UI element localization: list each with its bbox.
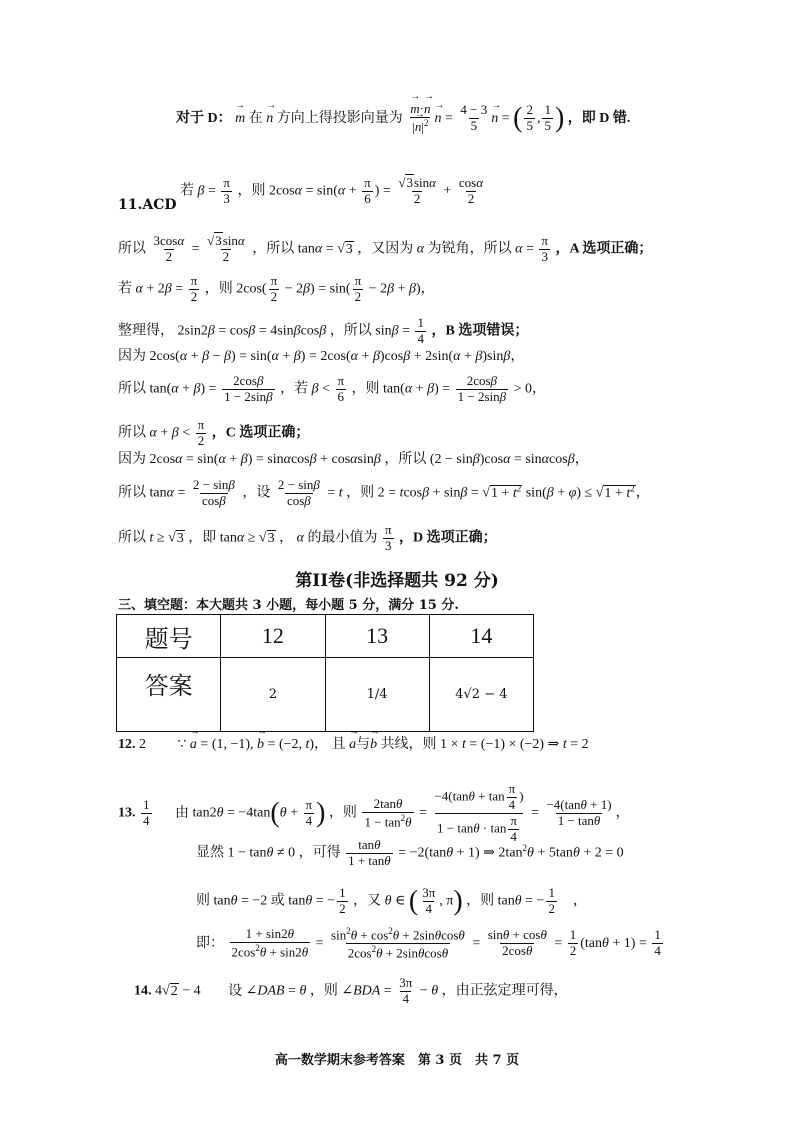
q11-line-2: 若 α + 2β = $\frac{\pi}{2}$ ，则 2cos( $\frac{\pi}{2}$ − 2β) = sin( $\frac{\pi}{2}$ − 2β + β)， [118, 273, 435, 304]
q13-line-3: 则 tanθ = −2 或 tanθ = − $\frac{1}{2}$ ，又 θ ∈ ( $\frac{3\pi}{4}$ , π) ，则 tanθ = − $\frac{1}{2}$ ， [196, 885, 587, 917]
q11-line-8: 所以 tanα = $\frac{2 - \sin\beta}{\cos\beta}$ ，设 $\frac{2 - \sin\beta}{\cos\beta}$ = t ，则 $2 = tcos\beta + \sin\beta = √1 + t^2$ $\sin(\beta + \varphi) \le √1 + t^2$， [118, 477, 650, 508]
q11-line-6: 所以 α + β < $\frac{\pi}{2}$ ，C 选项正确； [118, 417, 310, 448]
q14-line: 14. 4√2 − 4 设 ∠DAB = θ ，则 ∠BDA = $\frac{3\pi}{4}$ − θ ，由正弦定理可得， [134, 975, 568, 1006]
table-number-12: 12 [221, 615, 325, 658]
q11-premise-line: 若 β = $\frac{\pi}{3}$ ，则 2cosα = sin(α + $\frac{\pi}{6}$ ) = $\frac{√3\sin\alpha}{2}$ + $\frac{\cos\alpha}{2}$ [180, 175, 484, 206]
item-d-text-b: 方向上得投影向量为 [276, 110, 403, 126]
q11-label: 11.ACD [118, 197, 177, 213]
answer-table [116, 614, 534, 732]
table-answer-14: 4√2 − 4 [429, 658, 533, 732]
q11-line-5: 所以 tan(α + β) = $\frac{2\cos\beta}{1 - 2\sin\beta}$ ，若 β < $\frac{\pi}{6}$ ，则 tan(α + β) = $\frac{2\cos\beta}{1 - 2\sin\beta}$ > 0， [118, 373, 547, 404]
q11-premise: 若 [180, 183, 194, 199]
section-2-title: 第II卷(非选择题共 92 分) [295, 571, 499, 591]
q11-line-9: 所以 t ≥ √3 ，即 tanα ≥ √3 ， α 的最小值为 $\frac{\pi}{3}$ ，D 选项正确； [118, 522, 497, 553]
q12-line: 12. 2 ∵ → a = (1, −1), → b = (−2, t)， 且 → a与→ b 共线，则 1 × t = (−1) × (−2) ⇒ t = 2 [118, 738, 589, 752]
table-answer-13: 1/4 [325, 658, 429, 732]
q11-line-4: 因为 2cos(α + β − β) = sin(α + β) = 2cos(α + β)cosβ + 2sin(α + β)sinβ， [118, 349, 525, 364]
q13-line-4: 即： $\frac{1 + \sin 2\theta}{2\cos^2\theta + \sin 2\theta}$ = $\frac{\sin^2\theta + \cos^2\theta + 2\sin\theta\cos\theta}{2\cos^2\theta + 2\sin\theta\cos\theta}$ = $\frac{\sin\theta + \cos\theta}{2\cos\theta}$ = $\frac{1}{2}$ (tanθ + 1) = $\frac{1}{4}$ [196, 926, 661, 961]
table-number-13: 13 [325, 615, 429, 658]
table-answer-12: 2 [221, 658, 325, 732]
table-label-answer: 答案 [117, 658, 221, 732]
item-d-line: 对于 D： → m 在 → n 方向上得投影向量为 → $\frac{m\cdot\to n}{|\to n|^2}$ → n = $\frac{4 - 3}{5}$ → n = ( $\frac{2}{5}$ , $\frac{1}{5}$ ) ，即 D 错. [176, 102, 630, 135]
table-number-14: 14 [429, 615, 533, 658]
item-d-text-a: 在 [248, 110, 263, 126]
page-footer: 高一数学期末参考答案 第 3 页 共 7 页 [274, 1053, 520, 1068]
q13-line-1: 13. $\frac{1}{4}$ 由 tan2θ = −4tan(θ + $\frac{\pi}{4}$ ) ，则 $\frac{2\tan\theta}{1 - \tan^2\theta}$ = −4(tanθ + tan $\frac{\pi}{4}$ ) 1 − tanθ · tan $\frac{\pi}{4}$ = $\frac{-4(\tan\theta + 1)}{1 - \tan\theta}$ ， [118, 781, 630, 844]
q11-line-7: 因为 2cosα = sin(α + β) = sinαcosβ + cosαsinβ ，所以 (2 − sinβ)cosα = sinαcosβ， [118, 452, 589, 467]
table-label-number: 题号 [117, 615, 221, 658]
item-d-suffix: ，即 D 错. [567, 110, 631, 126]
q11-line-1: 所以 $\frac{3\cos\alpha}{2}$ = $\frac{√3\sin\alpha}{2}$ ，所以 tanα = √3 ，又因为 α 为锐角，所以 α = $\frac{\pi}{3}$ ，A 选项正确； [118, 233, 653, 264]
fill-heading: 三、填空题：本大题共 3 小题，每小题 5 分，满分 15 分. [118, 598, 459, 613]
q13-line-2: 显然 1 − tanθ ≠ 0 ，可得 $\frac{\tan\theta}{1 + \tan\theta}$ = −2(tanθ + 1) ⇒ $2\tan^2\theta + 5\tan\theta + 2 = 0$ [196, 837, 624, 868]
q11-line-3: 整理得， 2sin2β = cosβ = 4sinβcosβ ，所以 sinβ = $\frac{1}{4}$ ，B 选项错误； [118, 315, 529, 346]
item-d-prefix: 对于 D： [176, 110, 232, 126]
